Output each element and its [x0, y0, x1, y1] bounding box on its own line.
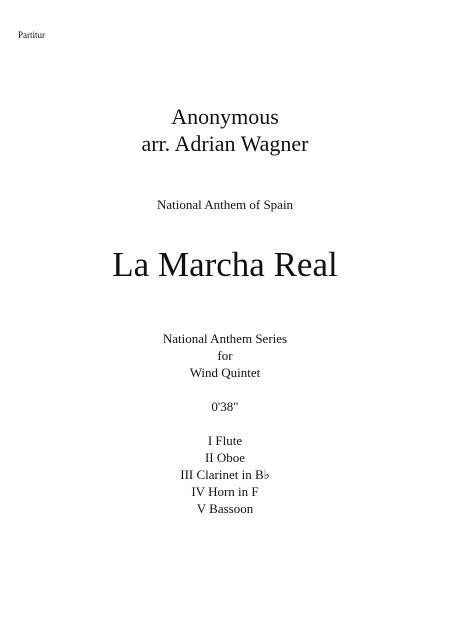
- anthem-subtitle: National Anthem of Spain: [156, 197, 294, 212]
- arranger-name: arr. Adrian Wagner: [141, 131, 309, 156]
- composer-name: Anonymous: [171, 104, 279, 129]
- series-line: National Anthem Series: [162, 331, 288, 346]
- instrument-item: III Clarinet in B♭: [180, 467, 270, 482]
- series-line: Wind Quintet: [189, 365, 261, 380]
- score-title: La Marcha Real: [112, 245, 338, 284]
- series-line: for: [217, 348, 233, 363]
- instrument-item: IV Horn in F: [191, 484, 259, 499]
- duration: 0'38": [211, 399, 239, 414]
- instrument-item: I Flute: [207, 433, 243, 448]
- instrument-item: II Oboe: [204, 450, 246, 465]
- page-label: Partitur: [18, 30, 45, 40]
- instrument-item: V Bassoon: [196, 501, 254, 516]
